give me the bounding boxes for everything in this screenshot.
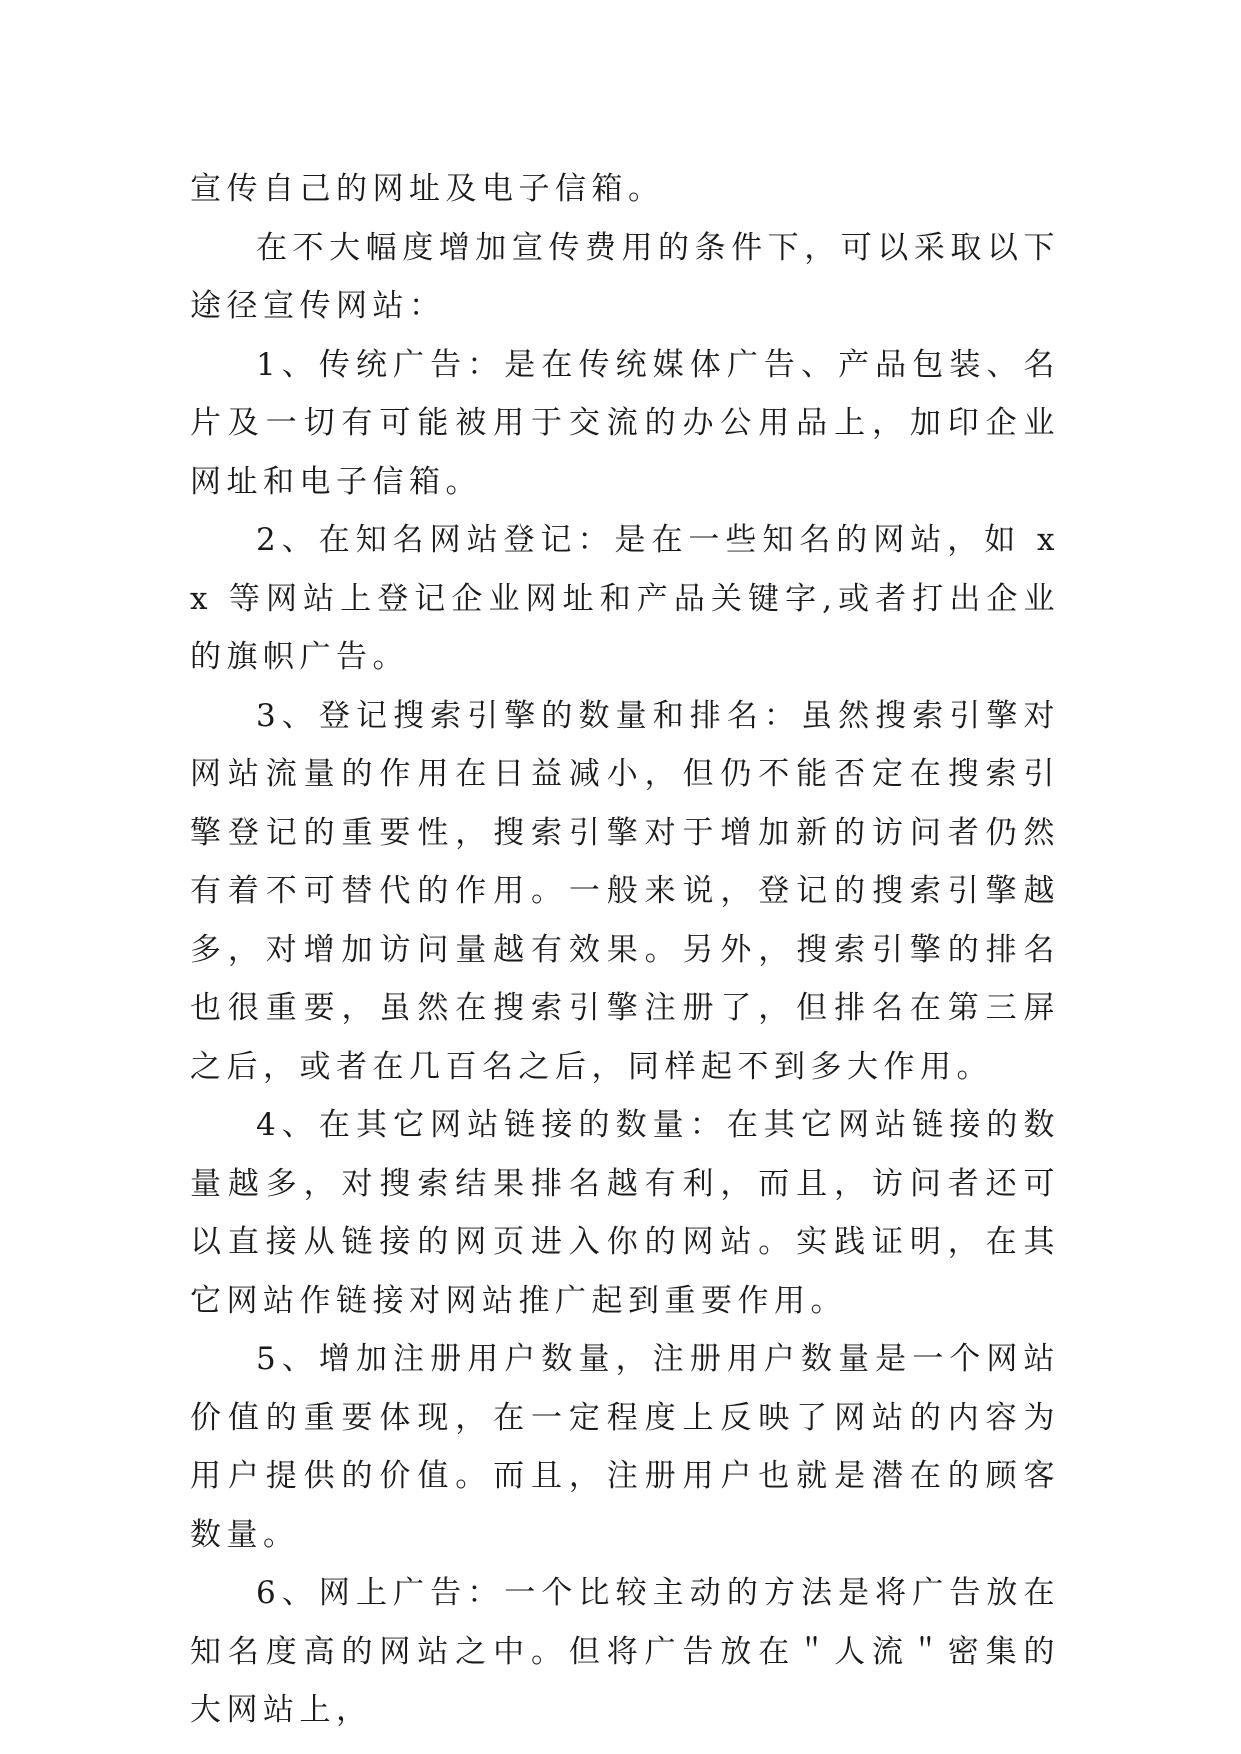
paragraph-item-3: 3、登记搜索引擎的数量和排名：虽然搜索引擎对网站流量的作用在日益减小，但仍不能否定在搜索引擎登记的重要性，搜索引擎对于增加新的访问者仍然有着不可替代的作用。一般来说，登记的搜索引擎越多，对增加访问量越有效果。另外，搜索引擎的排名也很重要，虽然在搜索引擎注册了，但排名在第三屏之后，或者在几百名之后，同样起不到多大作用。 [190, 697, 1060, 1085]
paragraph-item-5: 5、增加注册用户数量，注册用户数量是一个网站价值的重要体现，在一定程度上反映了网站的内容为用户提供的价值。而且，注册用户也就是潜在的顾客数量。 [190, 1341, 1060, 1553]
paragraph-intro: 在不大幅度增加宣传费用的条件下，可以采取以下途径宣传网站： [190, 229, 1060, 324]
paragraph-item-2: 2、在知名网站登记：是在一些知名的网站，如 xx 等网站上登记企业网址和产品关键字,或者打出企业的旗帜广告。 [190, 522, 1060, 675]
paragraph-item-4: 4、在其它网站链接的数量：在其它网站链接的数量越多，对搜索结果排名越有利，而且，访问者还可以直接从链接的网页进入你的网站。实践证明，在其它网站作链接对网站推广起到重要作用。 [190, 1107, 1060, 1319]
paragraph-item-1: 1、传统广告：是在传统媒体广告、产品包装、名片及一切有可能被用于交流的办公用品上，加印企业网址和电子信箱。 [190, 346, 1060, 500]
paragraph-item-6: 6、网上广告：一个比较主动的方法是将广告放在知名度高的网站之中。但将广告放在＂人流＂密集的大网站上， [190, 1575, 1060, 1728]
document-body [190, 160, 1060, 1740]
paragraph-continuation: 宣传自己的网址及电子信箱。 [190, 171, 665, 207]
